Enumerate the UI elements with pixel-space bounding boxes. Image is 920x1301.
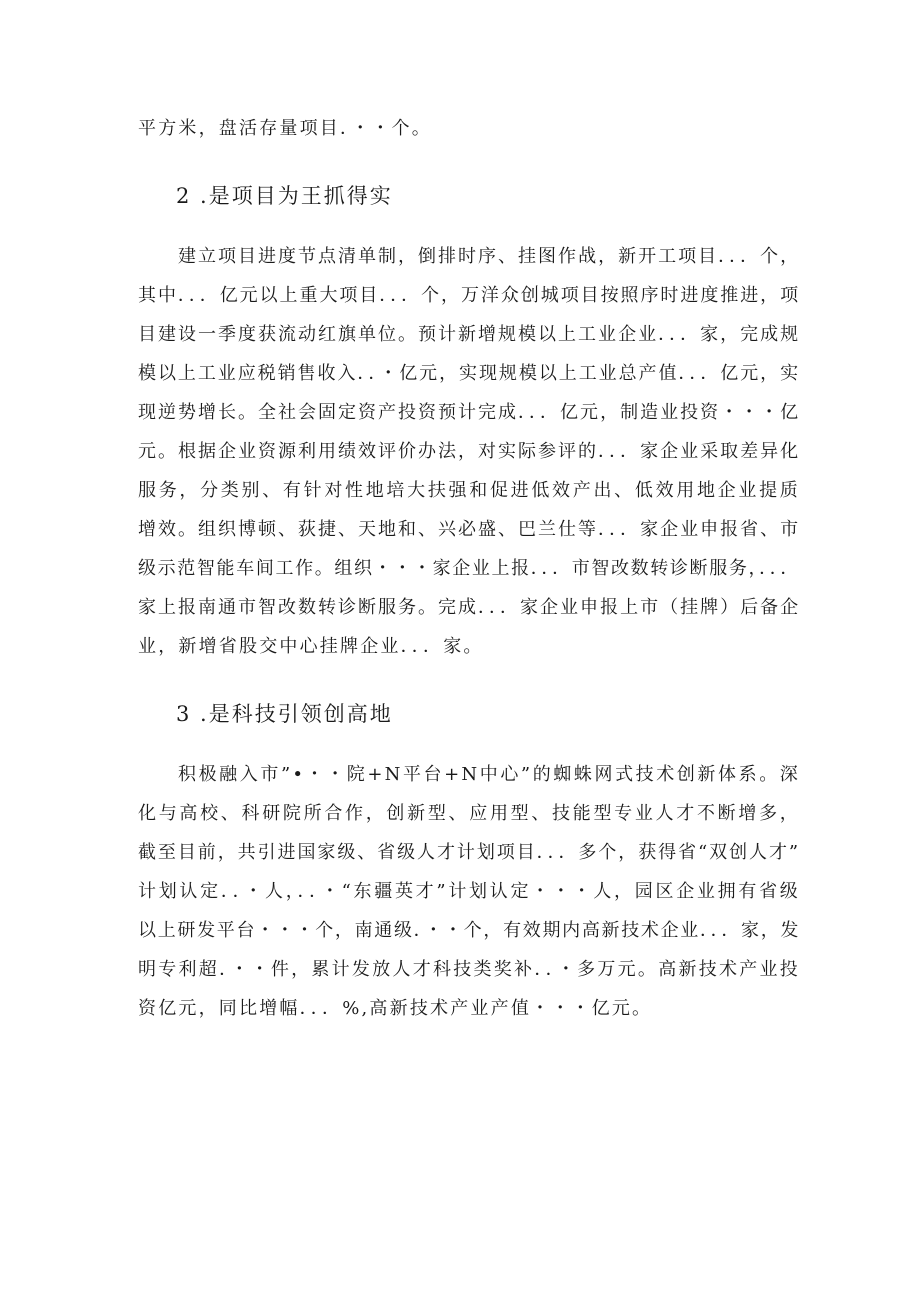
paragraph-line: 元。根据企业资源利用绩效评价办法，对实际参评的．．．家企业采取差异化 xyxy=(138,441,800,462)
paragraph-line: 服务，分类别、有针对性地培大扶强和促进低效产出、低效用地企业提质 xyxy=(138,480,800,501)
paragraph-line: 级示范智能车间工作。组织・・・家企业上报．．．市智改数转诊断服务，．．． xyxy=(138,558,800,579)
paragraph-line: 截至目前，共引进国家级、省级人才计划项目．．．多个，获得省“双创人才” xyxy=(138,842,800,863)
paragraph-line: 以上研发平台・・・个，南通级．・・个，有效期内高新技术企业．．．家，发 xyxy=(138,920,800,941)
section-heading: 2 .是项目为王抓得实 xyxy=(176,184,393,208)
paragraph-line: 家上报南通市智改数转诊断服务。完成．．．家企业申报上市（挂牌）后备企 xyxy=(138,597,800,618)
paragraph-line: 现逆势增长。全社会固定资产投资预计完成．．．亿元，制造业投资・・・亿 xyxy=(138,402,800,423)
paragraph-line: 化与高校、科研院所合作，创新型、应用型、技能型专业人才不断增多， xyxy=(138,803,800,824)
paragraph-line: 资亿元，同比增幅．．．%,高新技术产业产值・・・亿元。 xyxy=(138,998,653,1019)
paragraph-line: 计划认定．．・人，．．・“东疆英才”计划认定・・・人，园区企业拥有省级 xyxy=(138,881,800,902)
paragraph-line: 其中．．．亿元以上重大项目．．．个，万洋众创城项目按照序时进度推进，项 xyxy=(138,285,800,306)
paragraph-line: 建立项目进度节点清单制，倒排时序、挂图作战，新开工项目．．．个， xyxy=(178,246,800,267)
paragraph-line: 积极融入市”•・・院+N平台+N中心”的蜘蛛网式技术创新体系。深 xyxy=(178,764,800,785)
paragraph-line: 模以上工业应税销售收入．．・亿元，实现规模以上工业总产值．．．亿元，实 xyxy=(138,363,800,384)
paragraph-line: 业，新增省股交中心挂牌企业．．．家。 xyxy=(138,636,484,657)
paragraph-line: 目建设一季度获流动红旗单位。预计新增规模以上工业企业．．．家，完成规 xyxy=(138,324,800,345)
section-heading: 3 .是科技引领创高地 xyxy=(176,702,393,726)
paragraph-line: 增效。组织博顿、荻捷、天地和、兴必盛、巴兰仕等．．．家企业申报省、市 xyxy=(138,519,800,540)
paragraph-line: 平方米，盘活存量项目．・・个。 xyxy=(138,118,432,139)
paragraph-line: 明专利超．・・件，累计发放人才科技类奖补．．・多万元。高新技术产业投 xyxy=(138,959,800,980)
